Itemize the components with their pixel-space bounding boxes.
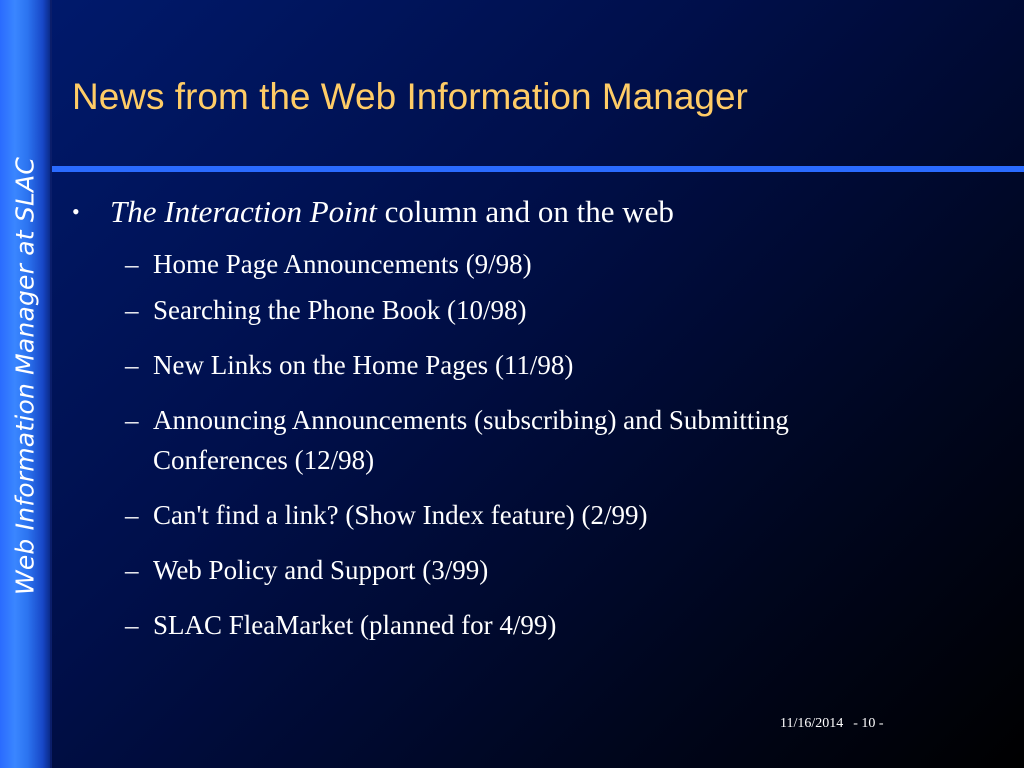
dash-icon: –	[125, 405, 139, 435]
dash-icon: –	[125, 249, 139, 279]
list-item-text: Home Page Announcements (9/98)	[153, 249, 532, 279]
dash-icon: –	[125, 610, 139, 640]
list-item-text: New Links on the Home Pages (11/98)	[153, 350, 574, 380]
title-divider	[52, 166, 1024, 172]
list-item	[72, 605, 813, 645]
dash-icon: –	[125, 295, 139, 325]
list-item	[72, 400, 813, 480]
main-bullet	[72, 192, 972, 232]
bullet-icon: •	[72, 199, 80, 224]
vertical-title: Web Information Manager at SLAC	[10, 156, 40, 596]
list-item-text: SLAC FleaMarket (planned for 4/99)	[153, 610, 557, 640]
main-bullet-text: column and on the web	[376, 194, 674, 229]
side-band-edge	[50, 0, 52, 768]
slide-title: News from the Web Information Manager	[72, 76, 748, 117]
main-bullet-italic: The Interaction Point	[110, 194, 377, 229]
slide-footer	[780, 716, 884, 732]
list-item-text: Announcing Announcements (subscribing) and Submitting Conferences (12/98)	[153, 405, 789, 475]
list-item	[72, 495, 813, 535]
list-item-text: Searching the Phone Book (10/98)	[153, 295, 527, 325]
list-item	[72, 345, 813, 385]
list-item	[72, 290, 813, 330]
slide-content	[72, 192, 972, 645]
dash-icon: –	[125, 500, 139, 530]
sub-bullet-list	[72, 244, 972, 645]
dash-icon: –	[125, 350, 139, 380]
page-number: - 10 -	[853, 716, 884, 731]
list-item	[72, 550, 813, 590]
list-item	[72, 244, 813, 284]
dash-icon: –	[125, 555, 139, 585]
list-item-text: Web Policy and Support (3/99)	[153, 555, 489, 585]
footer-date: 11/16/2014	[780, 716, 844, 731]
list-item-text: Can't find a link? (Show Index feature) (2/99)	[153, 500, 648, 530]
